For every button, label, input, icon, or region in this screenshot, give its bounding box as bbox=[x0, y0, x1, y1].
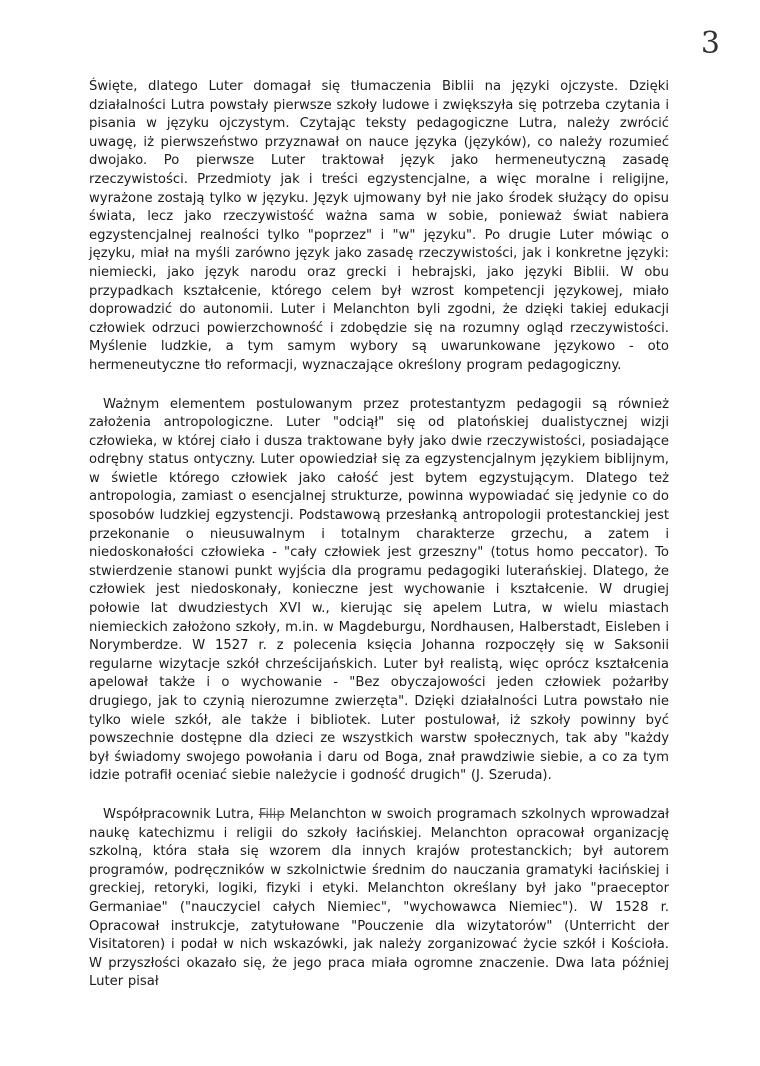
struck-word: Filip bbox=[258, 806, 285, 822]
paragraph-melanchthon-rest: Melanchton w swoich programach szkolnych wprowadzał naukę katechizmu i religii do szkoły łacińskiej. Melanchton opracował organizację szkolną, która stała się wzorem dla innych krajów protestanckich; był autorem programów, podręczników w szkolnictwie średnim do nauczania gramatyki łacińskiej i greckiej, retoryki, logiki, fizyki i etyki. Melanchton określany był jako "praeceptor Germaniae" ("nauczyciel całych Niemiec", "wychowawca Niemiec"). W 1528 r. Opracował instrukcje, zatytułowane "Pouczenie dla wizytatorów" (Unterricht der Visitatoren) i podał w nich wskazówki, jak należy zorganizować życie szkół i Kościoła. W przyszłości okazało się, że jego praca miała ogromne znaczenie. Dwa lata później Luter pisał bbox=[89, 806, 669, 990]
paragraph-melanchthon bbox=[89, 806, 669, 992]
document-body bbox=[89, 78, 669, 1012]
page-number: 3 bbox=[700, 26, 720, 61]
paragraph-melanchthon-start: Współpracownik Lutra, bbox=[103, 806, 254, 822]
paragraph-anthropology: Ważnym elementem postulowanym przez protestantyzm pedagogii są również założenia antropologiczne. Luter "odciął" się od platońskiej dualistycznej wizji człowieka, w której ciało i dusza traktowane były jako dwie rzeczywistości, posiadające odrębny status ontyczny. Luter opowiedział się za egzystencjalnym językiem biblijnym, w świetle którego człowiek jako całość jest bytem egzystującym. Dlatego też antropologia, zamiast o esencjalnej strukturze, powinna wypowiadać się jedynie co do sposobów ludzkiej egzystencji. Podstawową przesłanką antropologii protestanckiej jest przekonanie o nieusuwalnym i totalnym charakterze grzechu, a zatem i niedoskonałości człowieka - "cały człowiek jest grzeszny" (totus homo peccator). To stwierdzenie stanowi punkt wyjścia dla programu pedagogiki luterańskiej. Dlatego, że człowiek jest niedoskonały, konieczne jest wychowanie i kształcenie. W drugiej połowie lat dwudziestych XVI w., kierując się apelem Lutra, w wielu miastach niemieckich założono szkoły, m.in. w Magdeburgu, Nordhausen, Halberstadt, Eisleben i Norymberdze. W 1527 r. z polecenia księcia Johanna rozpoczęły się w Saksonii regularne wizytacje szkół chrześcijańskich. Luter był realistą, więc oprócz kształcenia apelował także i o wychowanie - "Bez obyczajowości jeden człowiek pożarłby drugiego, jak to czynią nierozumne zwierzęta". Dzięki działalności Lutra powstało nie tylko wiele szkół, ale także i bibliotek. Luter postulował, iż szkoły powinny być powszechnie dostępne dla dzieci ze wszystkich warstw społecznych, tak aby "każdy był świadomy swojego powołania i daru od Boga, znał prawdziwie siebie, a co za tym idzie potrafił oceniać siebie należycie i godność drugich" (J. Szeruda). bbox=[89, 396, 669, 784]
paragraph-luther-language: Święte, dlatego Luter domagał się tłumaczenia Biblii na języki ojczyste. Dzięki działalności Lutra powstały pierwsze szkoły ludowe i zwiększyła się potrzeba czytania i pisania w języku ojczystym. Czytając teksty pedagogiczne Lutra, należy zwrócić uwagę, iż pierwszeństwo przyznawał on nauce języka (języków), co należy rozumieć dwojako. Po pierwsze Luter traktował język jako hermeneutyczną zasadę rzeczywistości. Przedmioty jak i treści egzystencjalne, a więc moralne i religijne, wyrażone zostają tylko w języku. Język ujmowany był nie jako środek służący do opisu świata, lecz jako rzeczywistość ważna sama w sobie, ponieważ świat nabiera egzystencjalnej realności tylko "poprzez" i "w" języku". Po drugie Luter mówiąc o języku, miał na myśli zarówno język jako zasadę rzeczywistości, jak i konkretne języki: niemiecki, jako język narodu oraz grecki i hebrajski, jako języki Biblii. W obu przypadkach kształcenie, którego celem był wzrost kompetencji językowej, miało doprowadzić do autonomii. Luter i Melanchton byli zgodni, że dzięki takiej edukacji człowiek odrzuci powierzchowność i zdobędzie się na rozumny ogląd rzeczywistości. Myślenie ludzkie, a tym samym wybory są uwarunkowane językowo - oto hermeneutyczne tło reformacji, wyznaczające określony program pedagogiczny. bbox=[89, 79, 669, 373]
